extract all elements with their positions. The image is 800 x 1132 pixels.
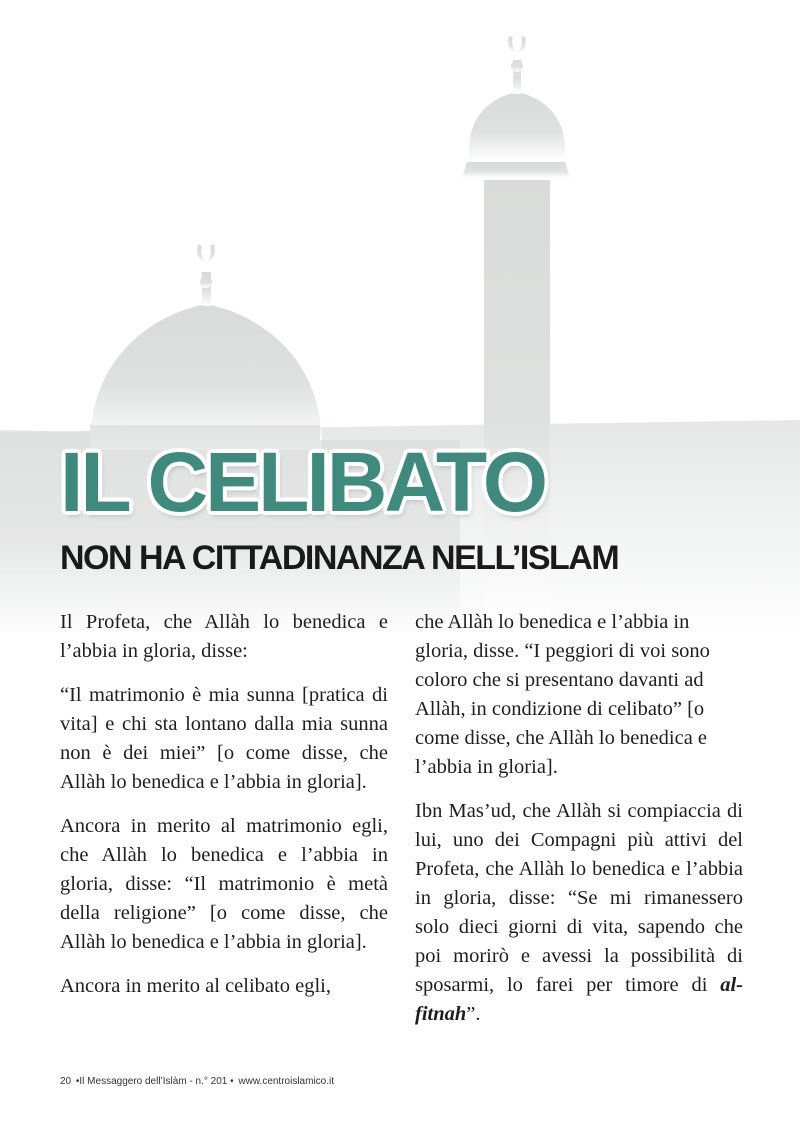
page-number: 20 xyxy=(60,1076,72,1087)
paragraph: Il Profeta, che Allàh lo benedica e l’abbia in gloria, disse: xyxy=(60,611,388,662)
emphasis-term: al-fitnah xyxy=(415,974,743,1025)
page-footer xyxy=(60,1076,336,1087)
closing-punctuation: ”. xyxy=(466,1003,481,1025)
paragraph: Ancora in merito al celibato egli, xyxy=(60,975,331,997)
paragraph-text: Ibn Mas’ud, che Allàh si compiaccia di lui, uno dei Compagni più attivi del Profeta, che Allàh lo benedica e l’abbia in gloria, disse: “Se mi rimanessero solo dieci giorni di vita, sapendo che poi morirò e avessi la possibilità di sposarmi, lo farei per timore di xyxy=(415,800,743,996)
article-title: IL CELIBATO xyxy=(60,435,546,529)
right-text-column xyxy=(415,608,743,1029)
paragraph: “Il matrimonio è mia sunna [pratica di vita] e chi sta lontano dalla mia sunna non è dei miei” [o come disse, che Allàh lo benedica e l’abbia in gloria]. xyxy=(60,684,388,793)
publication-name: •Il Messaggero dell’Islàm - n.° 201 • xyxy=(75,1076,234,1087)
left-text-column xyxy=(60,608,388,1001)
main-dome xyxy=(90,244,322,450)
paragraph-final xyxy=(415,797,743,1029)
paragraph: Ancora in merito al matrimonio egli, che Allàh lo benedica e l’abbia in gloria, disse: “Il matrimonio è metà della religione” [o come disse, che Allàh lo benedica e l’abbia in gloria]. xyxy=(60,815,388,953)
article-subtitle: NON HA CITTADINANZA NELL’ISLAM xyxy=(60,539,619,577)
paragraph: che Allàh lo benedica e l’abbia in gloria, disse. “I peggiori di voi sono coloro che si presentano davanti ad Allàh, in condizione di celibato” [o come disse, che Allàh lo benedica e l’abbia in gloria]. xyxy=(415,611,710,778)
website-link[interactable]: www.centroislamico.it xyxy=(238,1076,335,1087)
